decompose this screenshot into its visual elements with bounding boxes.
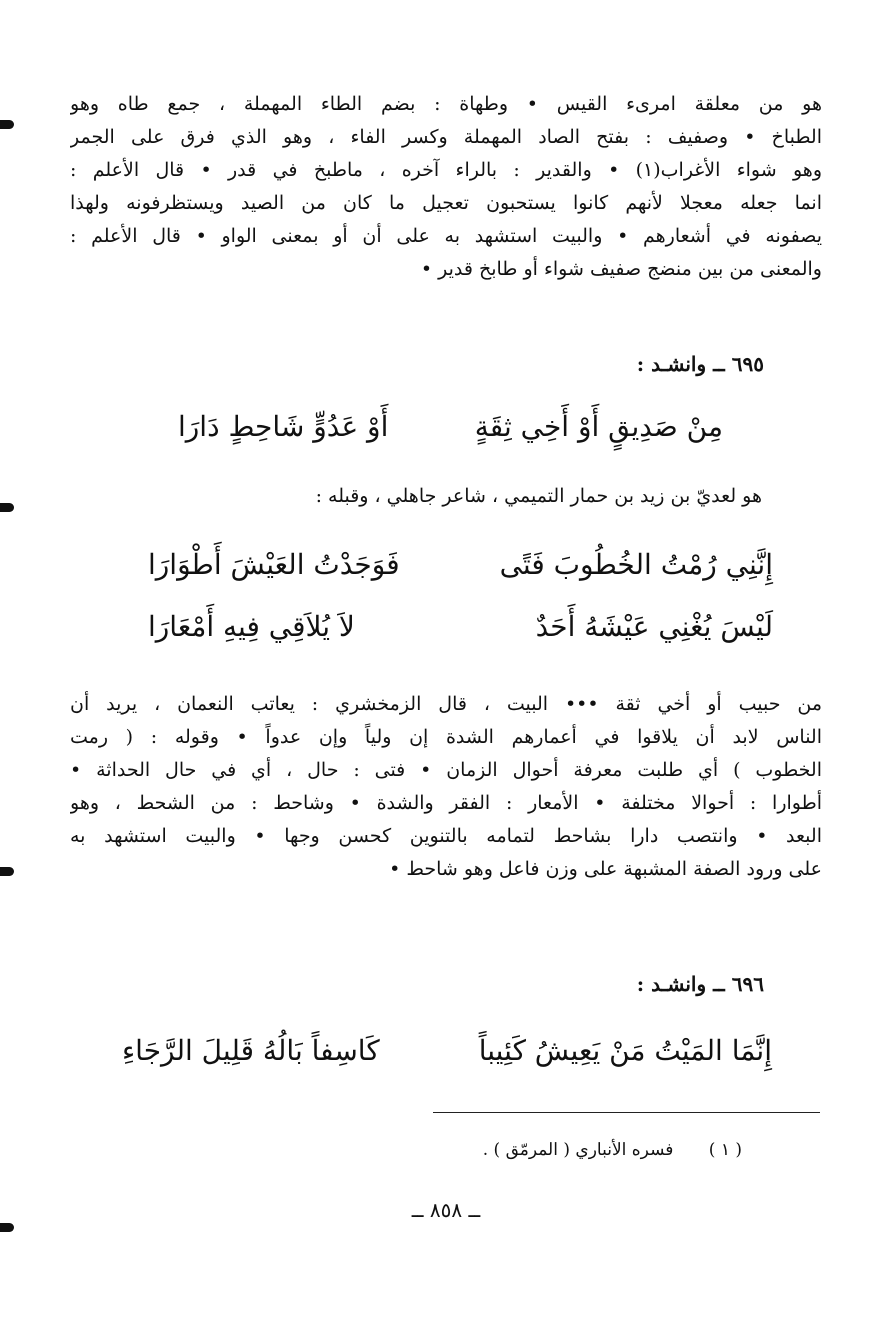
scan-mark — [0, 867, 14, 876]
text-line: البعد • وانتصب دارا بشاحط لتمامه بالتنوين كحسن وجها • والبيت استشهد به — [70, 825, 822, 847]
footnote-separator — [433, 1112, 820, 1113]
text-line: وهو شواء الأغراب(١) • والقدير : بالراء آخره ، ماطبخ في قدر • قال الأعلم : — [70, 159, 822, 181]
text-line: الناس لابد أن يلاقوا في أعمارهم الشدة إن ولياً وإن عدواً • وقوله : ( رمت — [70, 726, 822, 748]
text-line: على ورود الصفة المشبهة على وزن فاعل وهو شاحط • — [389, 858, 822, 880]
verse-696 — [122, 1034, 772, 1080]
preceding-verse-1 — [148, 548, 773, 594]
page-number: ــ ٨٥٨ ــ — [411, 1198, 481, 1222]
text-line: أطوارا : أحوالا مختلفة • الأمعار : الفقر والشدة • وشاحط : من الشحط ، وهو — [70, 792, 822, 814]
text-line: من حبيب أو أخي ثقة ••• البيت ، قال الزمخشري : يعاتب النعمان ، يريد أن — [70, 693, 822, 715]
verse-second-hemistich: لاَ يُلاَقِي فِيهِ أَمْعَارَا — [148, 610, 355, 643]
verse-first-hemistich: لَيْسَ يُغْنِي عَيْشَهُ أَحَدٌ — [535, 610, 773, 643]
footnote — [483, 1140, 742, 1160]
verse-695 — [178, 410, 723, 454]
scan-mark — [0, 120, 14, 129]
verse-second-hemistich: كَاسِفاً بَالُهُ قَلِيلَ الرَّجَاءِ — [122, 1034, 380, 1067]
scan-mark — [0, 503, 14, 512]
text-line: الطباخ • وصفيف : بفتح الصاد المهملة وكسر الفاء ، وهو الذي فرق على الجمر — [70, 126, 822, 148]
footnote-number: ( ١ ) — [708, 1140, 742, 1160]
commentary-paragraph-1 — [70, 88, 822, 286]
verse-first-hemistich: إِنَّنِي رُمْتُ الخُطُوبَ فَتًى — [499, 548, 773, 581]
verse-first-hemistich: مِنْ صَدِيقٍ أَوْ أَخِي ثِقَةٍ — [474, 410, 723, 443]
commentary-paragraph-2 — [70, 688, 822, 886]
footnote-text: فسره الأنباري ( المرمّق ) . — [482, 1140, 674, 1160]
text-line: الخطوب ) أي طلبت معرفة أحوال الزمان • فتى : حال ، أي في حال الحداثة • — [70, 759, 822, 781]
text-line: يصفونه في أشعارهم • والبيت استشهد به على أن أو بمعنى الواو • قال الأعلم : — [70, 225, 822, 247]
verse-second-hemistich: أَوْ عَدُوٍّ شَاحِطٍ دَارَا — [178, 410, 389, 443]
text-line: انما جعله معجلا لأنهم كانوا يستحبون تعجيل ما كان من الصيد ويستظرفونه ولهذا — [70, 192, 822, 214]
verse-heading-696: ٦٩٦ ــ وانشـد : — [636, 972, 764, 996]
verse-first-hemistich: إِنَّمَا المَيْتُ مَنْ يَعِيشُ كَئِيباً — [478, 1034, 772, 1067]
verse-heading-695: ٦٩٥ ــ وانشـد : — [636, 352, 764, 376]
verse-attribution: هو لعديّ بن زيد بن حمار التميمي ، شاعر جاهلي ، وقبله : — [315, 485, 762, 507]
text-line: هو من معلقة امرىء القيس • وطهاة : بضم الطاء المهملة ، جمع طاه وهو — [70, 93, 822, 115]
scan-mark — [0, 1223, 14, 1232]
verse-second-hemistich: فَوَجَدْتُ العَيْشَ أَطْوَارَا — [148, 548, 400, 581]
preceding-verse-2 — [148, 610, 773, 656]
text-line: والمعنى من بين منضج صفيف شواء أو طابخ قدير • — [420, 258, 822, 280]
